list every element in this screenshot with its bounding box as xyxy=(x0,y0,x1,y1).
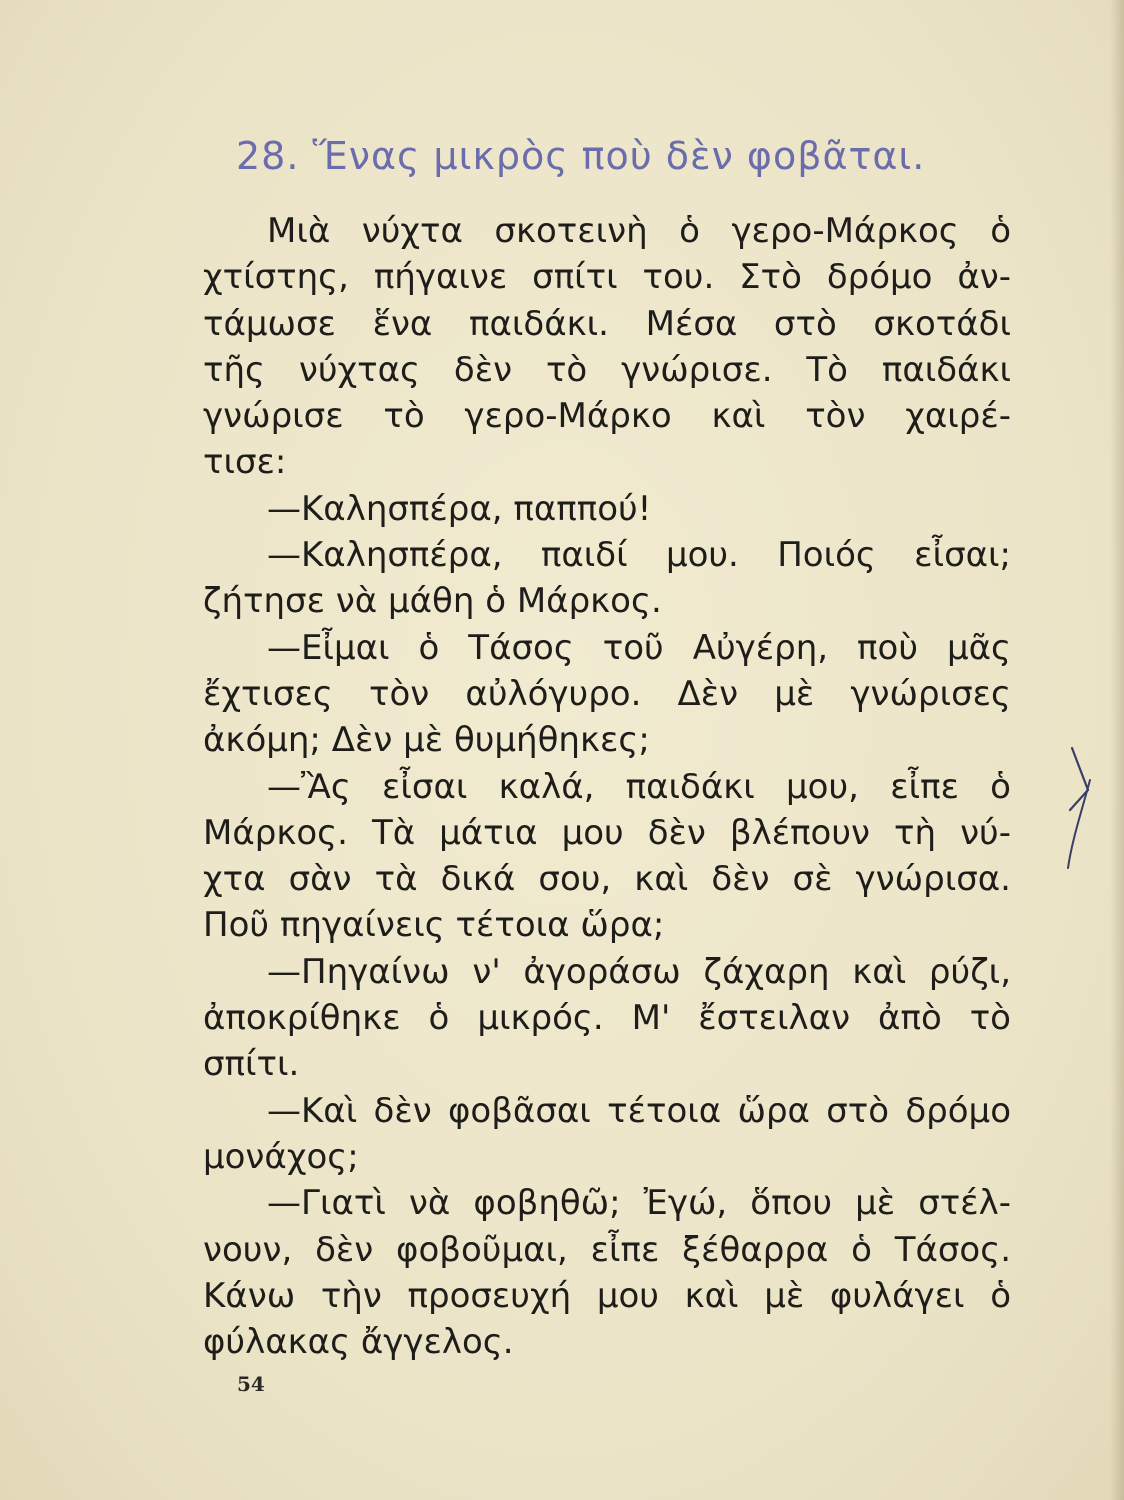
text-line: μονάχος; xyxy=(203,1136,359,1177)
text-line: —Καὶ δὲν φοβᾶσαι τέτοια ὥρα στὸ δρόμο xyxy=(267,1090,1011,1131)
page-edge-shadow xyxy=(1110,0,1124,1500)
text-line: —Καλησπέρα, παππού! xyxy=(267,488,652,529)
text-line: Ποῦ πηγαίνεις τέτοια ὥρα; xyxy=(203,905,665,946)
text-line: —Ἂς εἶσαι καλά, παιδάκι μου, εἶπε ὁ xyxy=(267,766,1011,807)
story-text xyxy=(203,208,1011,1365)
text-line: —Καλησπέρα, παιδί μου. Ποιός εἶσαι; xyxy=(267,535,1011,576)
text-line: —Πηγαίνω ν' ἀγοράσω ζάχαρη καὶ ρύζι, xyxy=(267,951,1011,992)
text-line: ἀκόμη; Δὲν μὲ θυμήθηκες; xyxy=(203,720,650,761)
text-line: ἀποκρίθηκε ὁ μικρός. Μ' ἔστειλαν ἀπὸ τὸ xyxy=(203,998,1011,1039)
page-number: 54 xyxy=(237,1372,265,1396)
text-line: Κάνω τὴν προσευχή μου καὶ μὲ φυλάγει ὁ xyxy=(203,1275,1011,1316)
text-line: σπίτι. xyxy=(203,1044,300,1085)
text-line: νουν, δὲν φοβοῦμαι, εἶπε ξέθαρρα ὁ Τάσος. xyxy=(203,1229,1011,1270)
text-line: χτα σὰν τὰ δικά σου, καὶ δὲν σὲ γνώρισα. xyxy=(203,859,1011,900)
text-line: χτίστης, πήγαινε σπίτι του. Στὸ δρόμο ἀν- xyxy=(203,257,1011,298)
text-line: ἔχτισες τὸν αὐλόγυρο. Δὲν μὲ γνώρισες xyxy=(203,673,1011,714)
text-line: τισε: xyxy=(203,442,287,483)
chapter-title: 28. Ἕνας μικρὸς ποὺ δὲν φοβᾶται. xyxy=(236,134,926,178)
text-line: Μιὰ νύχτα σκοτεινὴ ὁ γερο-Μάρκος ὁ xyxy=(267,211,1011,251)
text-line: ζήτησε νὰ μάθη ὁ Μάρκος. xyxy=(203,581,662,622)
pencil-mark xyxy=(1060,740,1110,880)
text-line: τῆς νύχτας δὲν τὸ γνώρισε. Τὸ παιδάκι xyxy=(203,349,1011,390)
text-line: γνώρισε τὸ γερο-Μάρκο καὶ τὸν χαιρέ- xyxy=(203,396,1011,437)
text-line: φύλακας ἄγγελος. xyxy=(203,1322,514,1363)
text-line: —Γιατὶ νὰ φοβηθῶ; Ἐγώ, ὅπου μὲ στέλ- xyxy=(267,1183,1011,1224)
text-line: Μάρκος. Τὰ μάτια μου δὲν βλέπουν τὴ νύ- xyxy=(203,812,1011,853)
text-line: τάμωσε ἕνα παιδάκι. Μέσα στὸ σκοτάδι xyxy=(203,303,1011,344)
text-line: —Εἶμαι ὁ Τάσος τοῦ Αὐγέρη, ποὺ μᾶς xyxy=(267,627,1011,668)
